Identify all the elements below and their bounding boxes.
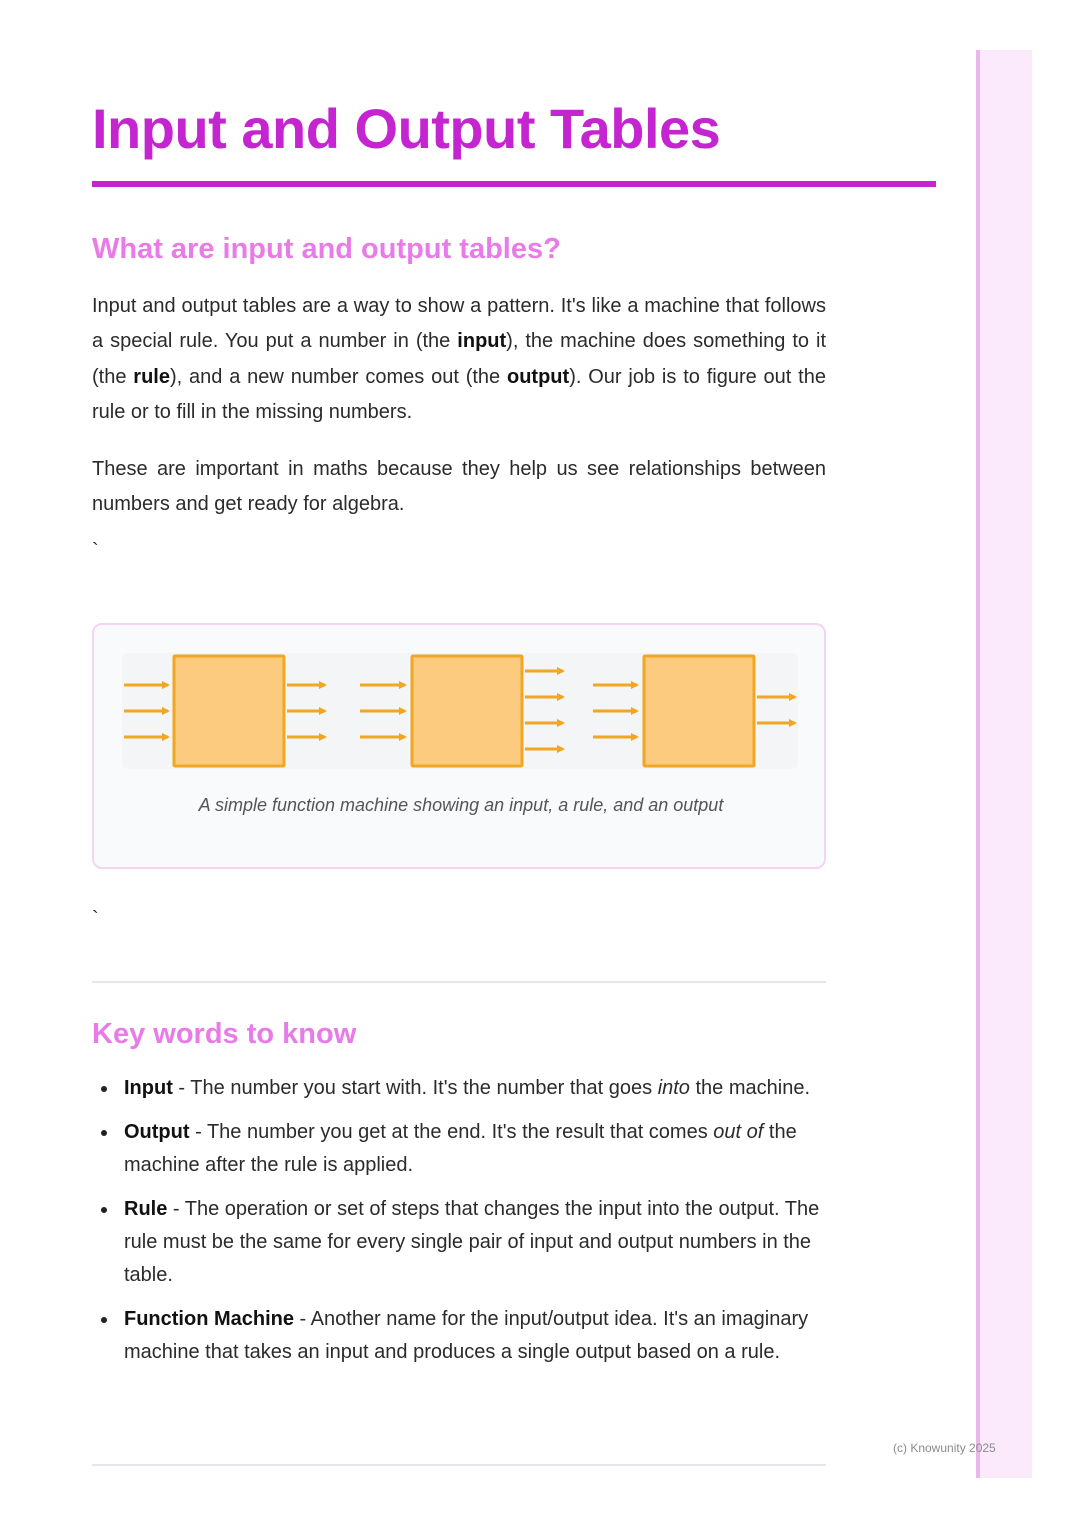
list-item-function-machine (92, 1303, 826, 1369)
intro-text-4: ). Our job is to figure out the rule or to fill in the missing numbers. (92, 365, 826, 423)
importance-paragraph: These are important in maths because they help us see relationships between numbers and get ready for algebra. (92, 458, 826, 516)
term-definition-end: the machine. (689, 1077, 811, 1099)
machine-box-1 (174, 656, 284, 766)
term-label: Rule (124, 1198, 168, 1220)
term-emphasis: out of (713, 1121, 764, 1143)
key-words-list (92, 1072, 826, 1380)
term-separator: - (172, 1077, 191, 1099)
bottom-divider (92, 1464, 826, 1466)
list-item-input (92, 1072, 826, 1105)
term-definition: The operation or set of steps that changes the input into the output. The rule must be the same for every single pair of input and output numbers in the table. (124, 1198, 820, 1286)
term-definition: Another name for the input/output idea. It's an imaginary machine that takes an input and produces a single output based on a rule. (124, 1308, 809, 1363)
term-separator: - (167, 1198, 185, 1220)
list-item-rule (92, 1193, 826, 1292)
term-separator: - (294, 1308, 311, 1330)
copyright-text: (c) Knowunity 2025 (893, 1441, 996, 1455)
side-margin-strip (976, 50, 1032, 1478)
intro-bold-input: input (457, 330, 507, 353)
term-separator: - (189, 1121, 207, 1143)
intro-bold-output: output (507, 365, 570, 388)
stray-backtick: ` (92, 540, 99, 562)
list-item-output (92, 1116, 826, 1182)
term-label: Output (124, 1121, 190, 1143)
title-underline (92, 181, 936, 187)
term-emphasis: into (657, 1077, 690, 1099)
machine-box-3 (644, 656, 754, 766)
term-definition-end: the machine after the rule is applied. (124, 1121, 797, 1176)
term-label: Input (124, 1077, 173, 1099)
intro-text-1: Input and output tables are a way to show a pattern. It's like a machine that follows a special rule. You put a number in (the (92, 295, 826, 353)
stray-backtick-2: ` (92, 908, 99, 930)
page-title: Input and Output Tables (92, 97, 721, 160)
machine-box-2 (412, 656, 522, 766)
function-machine-diagram (122, 653, 798, 769)
section-heading-what-are: What are input and output tables? (92, 233, 561, 265)
intro-text-2: ), the machine does something to it (the (92, 330, 827, 388)
term-definition: The number you get at the end. It's the result that comes (206, 1121, 714, 1143)
function-machine-svg (122, 653, 798, 769)
term-definition: The number you start with. It's the number that goes (190, 1077, 658, 1099)
section-divider (92, 981, 826, 983)
intro-text-3: ), and a new number comes out (the (169, 365, 507, 388)
term-label: Function Machine (124, 1308, 294, 1330)
function-machine-figure (92, 623, 826, 869)
section-heading-key-words: Key words to know (92, 1018, 357, 1050)
intro-bold-rule: rule (133, 365, 170, 388)
intro-paragraph (92, 289, 826, 430)
figure-caption: A simple function machine showing an input, a rule, and an output (198, 795, 724, 815)
